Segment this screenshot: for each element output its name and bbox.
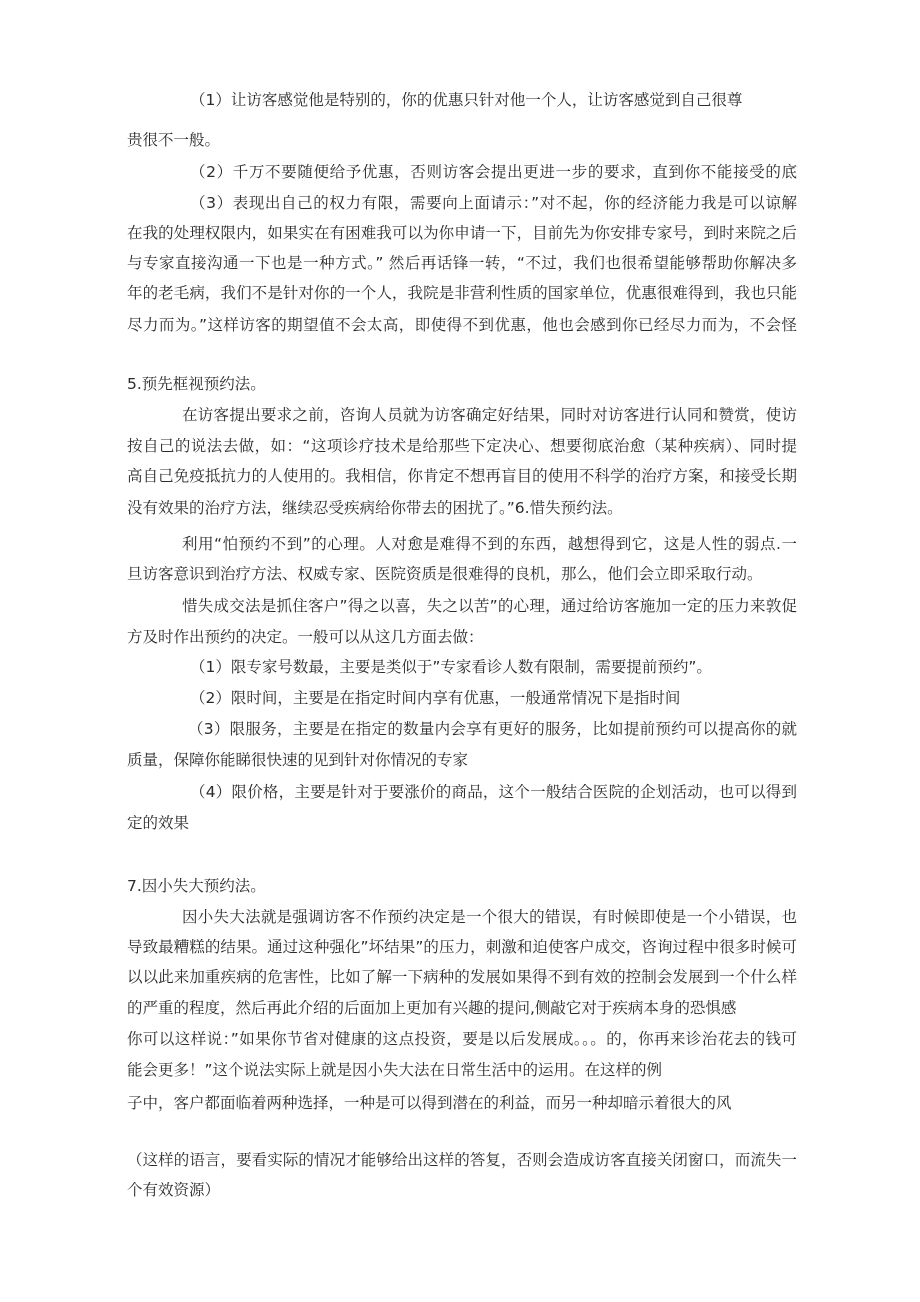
paragraph-line: 年的老毛病，我们不是针对你的一个人，我院是非营利性质的国家单位，优惠很难得到，我也只能: [127, 284, 797, 302]
paragraph-line: （3）表现出自己的权力有限，需要向上面请示：”对不起，你的经济能力我是可以谅解: [190, 194, 797, 212]
paragraph-line: 在我的处理权限内，如果实在有困难我可以为你申请一下，目前先为你安排专家号，到时来院之后: [127, 224, 797, 242]
paragraph-line: 没有效果的治疗方法，继续忍受疾病给你带去的困扰了。”6.惜失预约法。: [127, 499, 623, 517]
list-item: （2）限时间，主要是在指定时间内享有优惠，一般通常情况下是指时间: [190, 689, 681, 707]
paragraph-line: （1）让访客感觉他是特别的，你的优惠只针对他一个人，让访客感觉到自己很尊: [190, 91, 743, 109]
paragraph-line: 方及时作出预约的决定。一般可以从这几方面去做：: [127, 628, 484, 646]
paragraph-line: 的严重的程度，然后再此介绍的后面加上更加有兴趣的提问,侧敲它对于疾病本身的恐惧感: [127, 999, 737, 1017]
paragraph-line: 高自己免疫抵抗力的人使用的。我相信，你肯定不想再盲目的使用不科学的治疗方案，和接受长期: [127, 467, 797, 485]
paragraph-line: 以以此来加重疾病的危害性，比如了解一下病种的发展如果得不到有效的控制会发展到一个什么样: [127, 968, 797, 986]
paragraph-line: 按自己的说法去做，如：“这项诊疗技术是给那些下定决心、想要彻底治愈（某种疾病）、同时提: [127, 437, 797, 455]
list-item: （1）限专家号数最，主要是类似于”专家看诊人数有限制，需要提前预约”。: [190, 658, 712, 676]
paragraph-line: 贵很不一般。: [127, 131, 221, 149]
section-heading: 7.因小失大预约法。: [127, 877, 266, 895]
paragraph-line: 质量，保障你能睇很快速的见到针对你情况的专家: [127, 751, 469, 769]
list-item: （3）限服务，主要是在指定的数量内会享有更好的服务，比如提前预约可以提高你的就: [188, 720, 797, 738]
paragraph-line: 利用“怕预约不到”的心理。人对愈是难得不到的东西，越想得到它，这是人性的弱点.一: [182, 535, 797, 553]
paragraph-line: 惜失成交法是抓住客户”得之以喜，失之以苦”的心理，通过给访客施加一定的压力来敦促: [182, 597, 797, 615]
paragraph-line: 导致最糟糕的结果。通过这种强化”坏结果”的压力，刺激和迫使客户成交，咨询过程中很多时候可: [127, 938, 797, 956]
paragraph-line: 你可以这样说：”如果你节省对健康的这点投资，要是以后发展成。。。的，你再来诊治花去的钱可: [127, 1030, 797, 1048]
section-heading: 5.预先框视预约法。: [127, 375, 266, 393]
paragraph-line: 定的效果: [127, 814, 190, 832]
paragraph-line: 子中，客户都面临着两种选择，一种是可以得到潜在的利益，而另一种却暗示着很大的风: [127, 1094, 732, 1112]
paragraph-line: （2）千万不要随便给予优惠，否则访客会提出更进一步的要求，直到你不能接受的底: [190, 163, 797, 181]
list-item: （4）限价格，主要是针对于要涨价的商品，这个一般结合医院的企划活动，也可以得到: [190, 783, 797, 801]
paragraph-line: 旦访客意识到治疗方法、权威专家、医院资质是很难得的良机，那么，他们会立即采取行动。: [127, 565, 763, 583]
note-line: 个有效资源）: [127, 1181, 221, 1199]
note-line: （这样的语言，要看实际的情况才能够给出这样的答复，否则会造成访客直接关闭窗口，而流失一: [127, 1151, 797, 1169]
paragraph-line: 因小失大法就是强调访客不作预约决定是一个很大的错误，有时候即使是一个小错误，也: [182, 908, 797, 926]
paragraph-line: 能会更多！”这个说法实际上就是因小失大法在日常生活中的运用。在这样的例: [127, 1061, 663, 1079]
paragraph-line: 尽力而为。”这样访客的期望值不会太高，即使得不到优惠，他也会感到你已经尽力而为，不会怪: [127, 316, 797, 334]
paragraph-line: 在访客提出要求之前，咨询人员就为访客确定好结果，同时对访客进行认同和赞赏，使访: [182, 406, 797, 424]
paragraph-line: 与专家直接沟通一下也是一种方式。” 然后再话锋一转，“不过，我们也很希望能够帮助你解决多: [127, 254, 797, 272]
